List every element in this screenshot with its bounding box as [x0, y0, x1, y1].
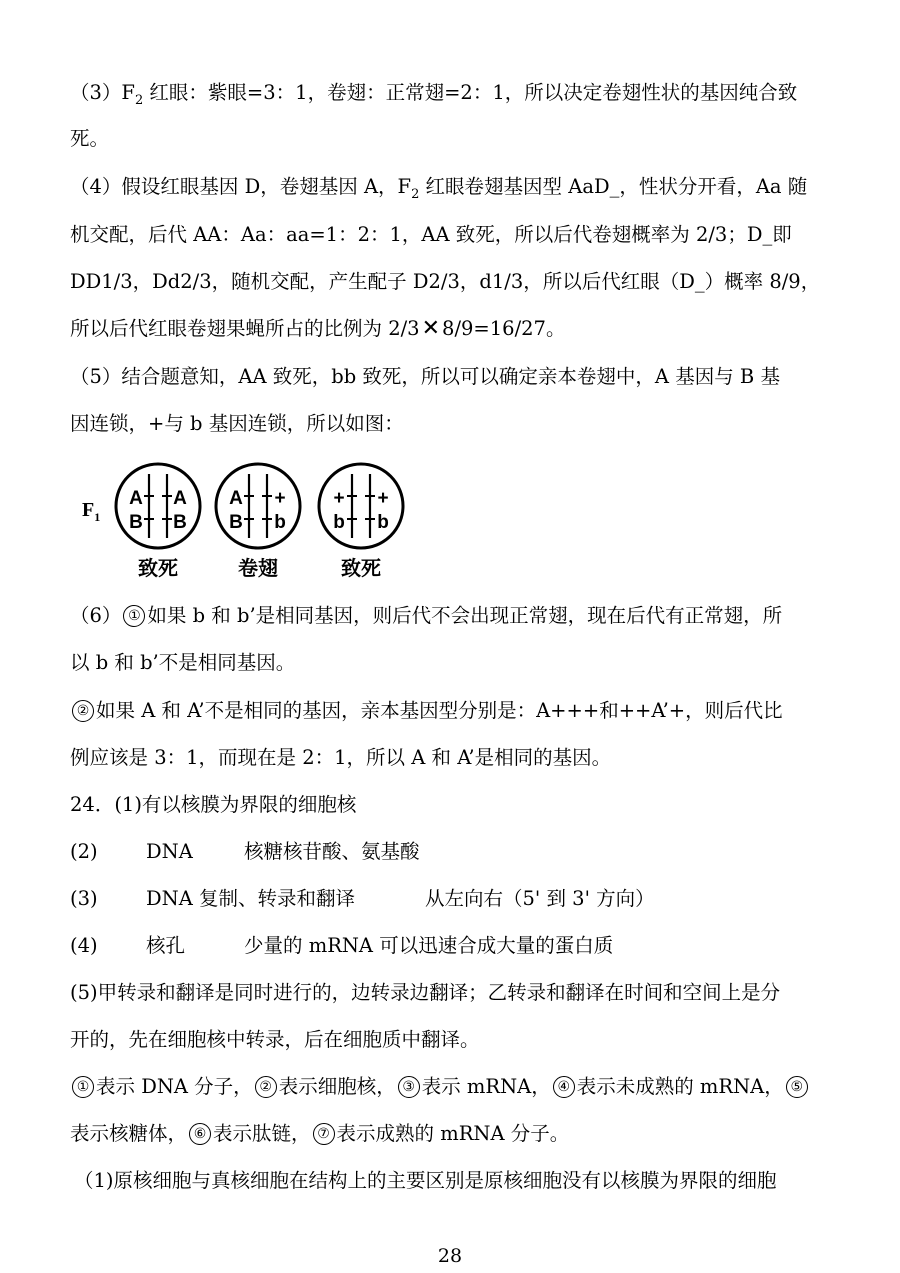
- chromosome-cell-2: [216, 464, 300, 580]
- allele-label-tr: +: [274, 488, 286, 509]
- para-3-line-2: 死。: [70, 127, 110, 150]
- para-6-line-3: ② 如果 A 和 A’不是相同的基因，亲本基因型分别是：A+++和++A’+，则后代比: [70, 698, 783, 724]
- f1-label: $F_1$: [82, 499, 101, 524]
- chromosome-figure: [70, 460, 430, 582]
- allele-label-bl: b: [333, 512, 345, 533]
- allele-label-bl: B: [229, 512, 243, 533]
- para-6-line-1: （6） ① 如果 b 和 b’是相同基因，则后代不会出现正常翅，现在后代有正常翅，所: [70, 604, 783, 627]
- circled-number-1: ①: [123, 605, 145, 627]
- circled-number-2: ②: [72, 700, 94, 722]
- allele-label-br: b: [274, 512, 286, 533]
- circled-number-7: ⑦: [313, 1123, 335, 1145]
- allele-label-tr: A: [173, 488, 187, 509]
- para-6-line-4: 例应该是 3：1，而现在是 2：1，所以 A 和 A’是相同的基因。: [70, 746, 612, 769]
- cell-caption: 致死: [138, 556, 178, 580]
- para-5-line-2: 因连锁，+与 b 基因连锁，所以如图：: [70, 412, 404, 435]
- chromosome-cell-1: [116, 464, 200, 580]
- allele-label-br: B: [173, 512, 187, 533]
- para-3-line-1: $(3)F_2$ 红眼：紫眼=3：1，卷翅：正常翅=2：1，所以决定卷翅性状的基因纯合致: [70, 81, 798, 108]
- q24-line-2: (2) DNA 核糖核苷酸、氨基酸: [70, 840, 420, 863]
- multiplication-x-icon: ✕: [421, 316, 441, 341]
- cell-caption: 致死: [341, 556, 381, 580]
- q24-line-1: 24．(1)有以核膜为界限的细胞核: [70, 793, 357, 816]
- allele-label-tl: A: [129, 488, 143, 509]
- allele-label-br: b: [377, 512, 389, 533]
- chromosome-cell-3: [319, 464, 403, 580]
- circled-number-5: ⑤: [786, 1076, 808, 1098]
- para-6-line-2: 以 b 和 b’不是相同基因。: [70, 651, 296, 674]
- circled-number-2b: ②: [255, 1076, 277, 1098]
- q24-line-4: (4) 核孔 少量的 mRNA 可以迅速合成大量的蛋白质: [70, 934, 614, 957]
- para-4-line-1: （4）假设红眼基因 D，卷翅基因 A，$F_2$ 红眼卷翅基因型 AaD_，性状分开看，Aa 随: [70, 175, 808, 202]
- para-4-line-4: 所以后代红眼卷翅果蝇所占的比例为 2/3✕ 8/9=16/27。: [70, 316, 566, 341]
- q24-5-line-1: (5)甲转录和翻译是同时进行的，边转录边翻译；乙转录和翻译在时间和空间上是分: [70, 981, 781, 1004]
- circled-number-6: ⑥: [189, 1123, 211, 1145]
- circled-number-3: ③: [398, 1076, 420, 1098]
- chromosome-diagram: [70, 460, 430, 582]
- numbered-line-1: ① 表示 DNA 分子， ② 表示细胞核， ③ 表示 mRNA， ④ 表示未成熟的 mRNA， ⑤: [70, 1074, 810, 1100]
- allele-label-bl: B: [129, 512, 143, 533]
- last-line: （1)原核细胞与真核细胞在结构上的主要区别是原核细胞没有以核膜为界限的细胞: [74, 1169, 777, 1192]
- allele-label-tl: A: [229, 488, 243, 509]
- para-4-line-2: 机交配，后代 AA：Aa：aa=1：2：1，AA 致死，所以后代卷翅概率为 2/3；D_即: [70, 223, 792, 246]
- q24-5-line-2: 开的，先在细胞核中转录，后在细胞质中翻译。: [70, 1028, 480, 1051]
- para-4-line-3: DD1/3，Dd2/3，随机交配，产生配子 D2/3，d1/3，所以后代红眼（D_）概率 8/9，: [70, 270, 821, 293]
- cell-caption: 卷翅: [238, 556, 278, 580]
- circled-number-4: ④: [553, 1076, 575, 1098]
- allele-label-tl: +: [333, 488, 345, 509]
- circled-number-1b: ①: [72, 1076, 94, 1098]
- q24-line-3: (3) DNA 复制、转录和翻译 从左向右（5' 到 3' 方向）: [70, 887, 655, 910]
- numbered-line-2: 表示核糖体， ⑥ 表示肽链， ⑦ 表示成熟的 mRNA 分子。: [70, 1122, 570, 1145]
- allele-label-tr: +: [377, 488, 389, 509]
- cell-circle: [319, 464, 403, 548]
- page-number: 28: [437, 1245, 463, 1267]
- para-5-line-1: （5）结合题意知，AA 致死，bb 致死，所以可以确定亲本卷翅中，A 基因与 B 基: [70, 365, 780, 388]
